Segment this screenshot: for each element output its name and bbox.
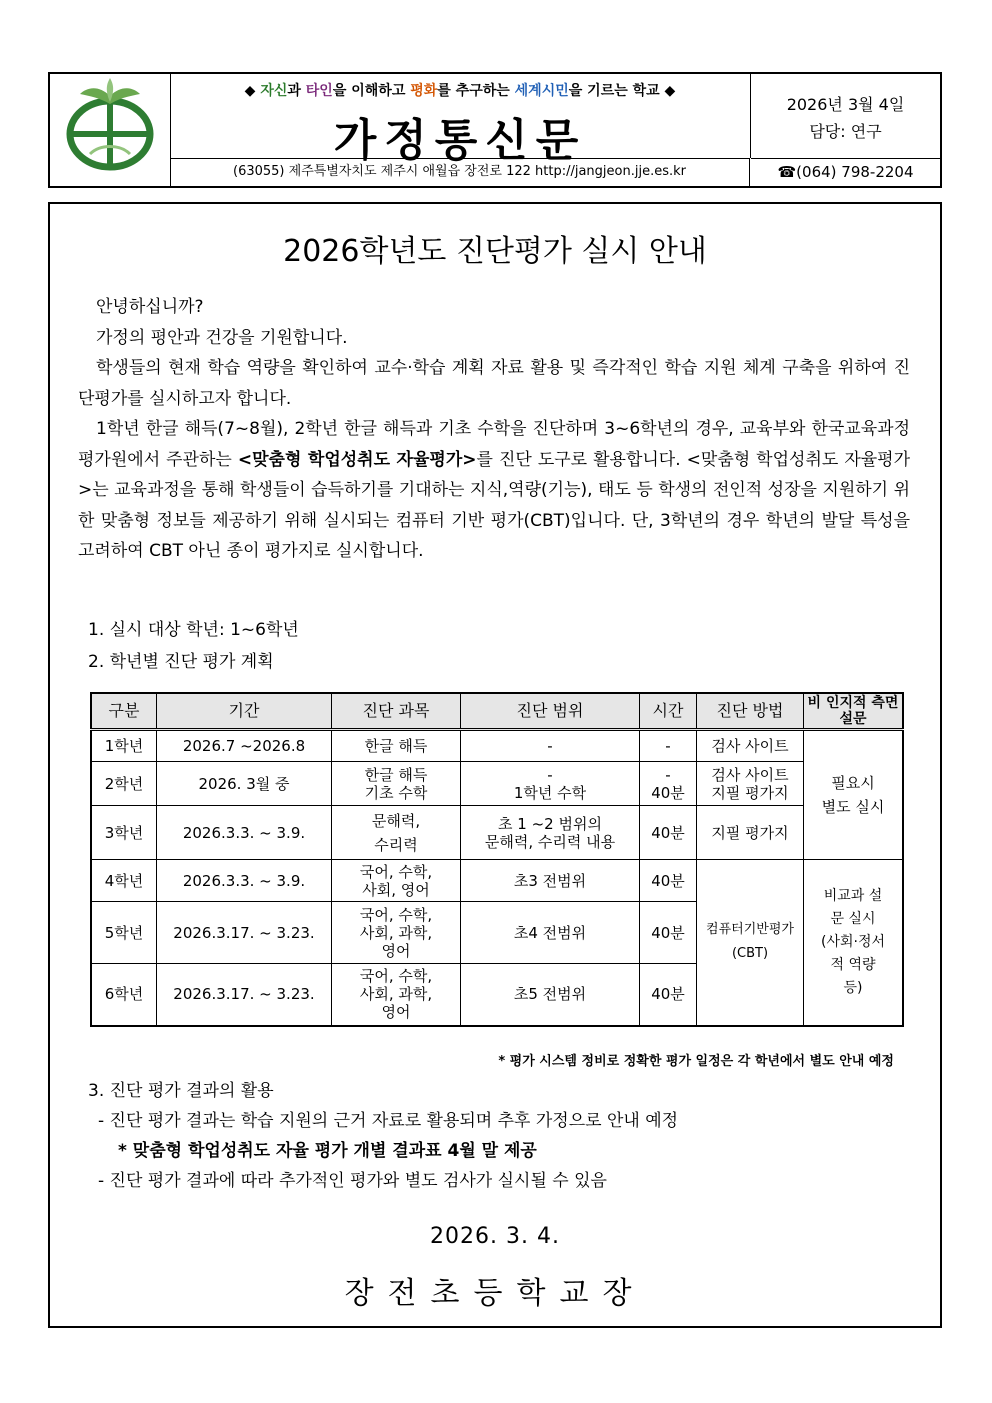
principal-signature: 장전초등학교장 [344,1276,646,1311]
cell-range: - [461,730,640,762]
department: 담당: 연구 [809,122,882,141]
cell-period: 2026. 3월 중 [157,762,332,806]
school-emblem-icon [50,74,170,186]
cell-grade: 5학년 [91,902,157,964]
cell-time: 40분 [640,964,697,1026]
assessment-table [90,692,904,1027]
cell-range: 초 1 ~2 범위의 문해력, 수리력 내용 [461,806,640,860]
detail-paragraph: 1학년 한글 해득(7~8월), 2학년 한글 해득과 기초 수학을 진단하며 3~6학년의 경우, 교육부와 한국교육과정평가원에서 주관하는 <맞춤형 학업성취도 자율평가>를 진단 도구로 활용합니다. <맞춤형 학업성취도 자율평가>는 교육과정을 통해 학생들이 습득하기를 기대하는 지식,역량(기능), 태도 등 학생의 전인적 성장을 지원하기 위한 맞춤형 정보들 제공하기 위해 실시되는 컴퓨터 기반 평가(CBT)입니다. 단, 3학년의 경우 학년의 발달 특성을 고려하여 CBT 아닌 종이 평가지로 실시합니다. [78,419,911,561]
results-heading: 3. 진단 평가 결과의 활용 [88,1081,274,1101]
cell-time: - 40분 [640,762,697,806]
cell-method: 검사 사이트 지필 평가지 [697,762,804,806]
cell-grade: 6학년 [91,964,157,1026]
cell-time: 40분 [640,806,697,860]
header-date-box [751,74,940,158]
results-line-1: - 진단 평가 결과는 학습 지원의 근거 자료로 활용되며 추후 가정으로 안내 예정 [98,1111,679,1131]
col-range: 진단 범위 [461,693,640,730]
cell-time: 40분 [640,902,697,964]
cell-period: 2026.3.3. ~ 3.9. [157,806,332,860]
results-line-3: - 진단 평가 결과에 따라 추가적인 평가와 별도 검사가 실시될 수 있음 [98,1171,607,1191]
school-motto: ◆ 자신과 타인을 이해하고 평화를 추구하는 세계시민을 기르는 학교 ◆ [244,83,676,99]
cell-range: 초3 전범위 [461,860,640,902]
target-grades: 1. 실시 대상 학년: 1~6학년 [88,620,299,640]
greeting: 안녕하십니까? [96,297,204,317]
cell-subject: 한글 해득 [332,730,461,762]
col-period: 기간 [157,693,332,730]
cell-subject: 국어, 수학, 사회, 과학, 영어 [332,902,461,964]
masthead-title: 가정통신문 [333,115,587,166]
results-section [88,1076,678,1196]
table-row [91,806,903,860]
cell-time: - [640,730,697,762]
cell-subject: 국어, 수학, 사회, 과학, 영어 [332,964,461,1026]
letter-intro [78,292,910,567]
school-logo [50,74,171,186]
header-center [170,74,751,166]
cell-subject: 한글 해득 기초 수학 [332,762,461,806]
cell-method-cbt: 컴퓨터기반평가 (CBT) [697,860,804,1026]
purpose-paragraph: 학생들의 현재 학습 역량을 확인하여 교수·학습 계획 자료 활용 및 즉각적인 학습 지원 체계 구축을 위하여 진단평가를 실시하고자 합니다. [78,358,910,409]
cell-grade: 4학년 [91,860,157,902]
cell-method: 지필 평가지 [697,806,804,860]
cell-time: 40분 [640,860,697,902]
cell-grade: 2학년 [91,762,157,806]
cell-period: 2026.3.17. ~ 3.23. [157,964,332,1026]
issue-date: 2026년 3월 4일 [786,95,905,114]
col-survey: 비 인지적 측면 설문 [804,693,904,730]
cell-period: 2026.3.3. ~ 3.9. [157,860,332,902]
schedule-note: * 평가 시스템 정비로 정확한 평가 일정은 각 학년에서 별도 안내 예정 [498,1054,894,1069]
school-phone: ☎(064) 798-2204 [751,158,940,186]
plan-list [88,614,299,678]
results-line-2: * 맞춤형 학업성취도 자율 평가 개별 결과표 4월 말 제공 [118,1141,537,1161]
col-grade: 구분 [91,693,157,730]
table-row [91,730,903,762]
cell-grade: 1학년 [91,730,157,762]
col-method: 진단 방법 [697,693,804,730]
cell-survey-a: 필요시 별도 실시 [804,730,904,860]
table-row [91,860,903,902]
school-address: (63055) 제주특별자치도 제주시 애월읍 장전로 122 http://jangjeon.jje.es.kr [170,158,750,186]
cell-subject: 국어, 수학, 사회, 영어 [332,860,461,902]
newsletter-header [48,72,942,188]
cell-grade: 3학년 [91,806,157,860]
col-time: 시간 [640,693,697,730]
cell-range: 초4 전범위 [461,902,640,964]
plan-heading: 2. 학년별 진단 평가 계획 [88,652,274,672]
letter-title: 2026학년도 진단평가 실시 안내 [283,234,707,269]
cell-range: - 1학년 수학 [461,762,640,806]
cell-period: 2026.3.17. ~ 3.23. [157,902,332,964]
cell-subject: 문해력, 수리력 [332,806,461,860]
sign-date: 2026. 3. 4. [430,1224,560,1249]
cell-method: 검사 사이트 [697,730,804,762]
wish: 가정의 평안과 건강을 기원합니다. [96,327,348,348]
cell-survey-b: 비교과 설 문 실시 (사회·정서 적 역량 등) [804,860,904,1026]
table-row [91,762,903,806]
table-header-row [91,693,903,730]
cell-period: 2026.7 ~2026.8 [157,730,332,762]
letter-body [48,202,942,1328]
cell-range: 초5 전범위 [461,964,640,1026]
col-subject: 진단 과목 [332,693,461,730]
